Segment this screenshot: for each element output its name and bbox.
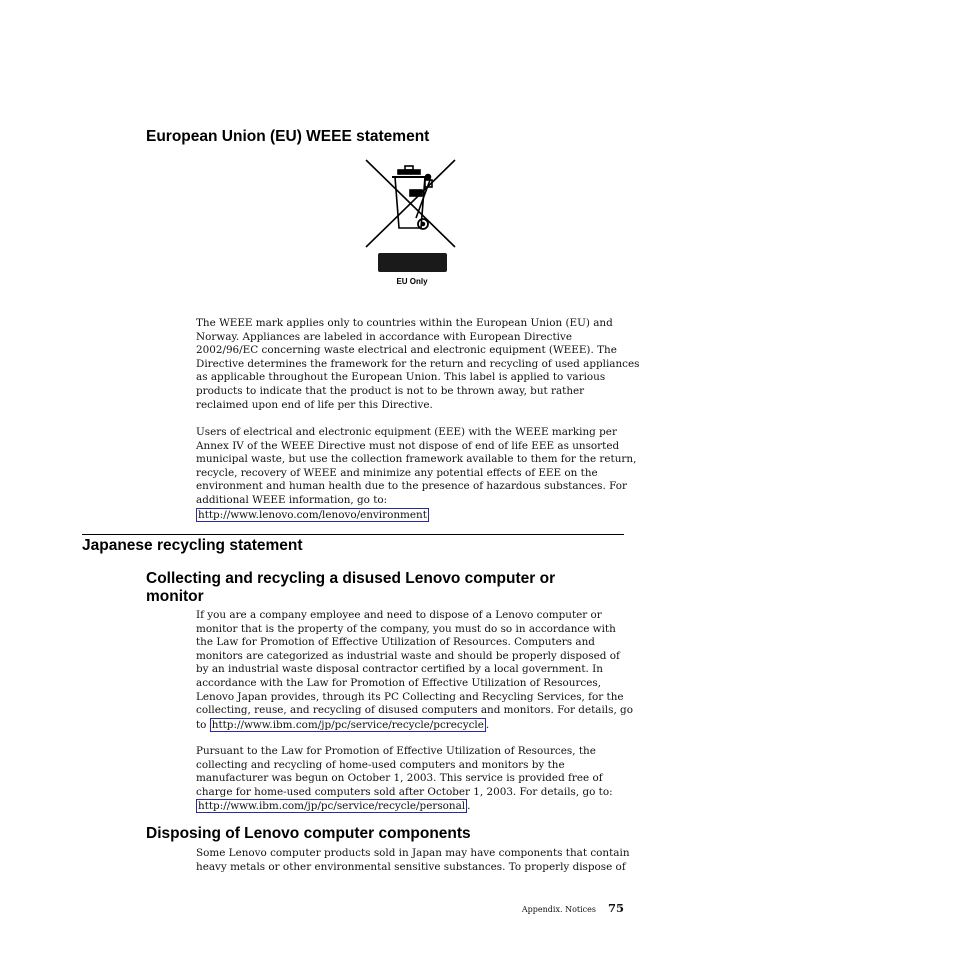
text-line: environment and human health due to the presence of hazardous substances. For xyxy=(196,480,627,493)
collecting-paragraph-1 xyxy=(196,609,636,732)
text-line: reclaimed upon end of life per this Directive. xyxy=(196,398,433,411)
text-line: products to indicate that the product is not to be thrown away, but rather xyxy=(196,384,585,397)
text-line: Pursuant to the Law for Promotion of Effective Utilization of Resources, the xyxy=(196,745,596,757)
text-line: the Law for Promotion of Effective Utilization of Resources. Computers and xyxy=(196,636,595,649)
text-line: monitors are categorized as industrial waste and should be properly disposed of xyxy=(196,649,620,662)
text-line: Users of electrical and electronic equipment (EEE) with the WEEE marking per xyxy=(196,426,617,438)
footer-section-label: Appendix. Notices xyxy=(521,905,596,914)
text-line: manufacturer was begun on October 1, 2003. This service is provided free of xyxy=(196,772,603,785)
text-line xyxy=(196,718,636,733)
weee-symbol-figure xyxy=(362,156,462,292)
text-line: The WEEE mark applies only to countries within the European Union (EU) and xyxy=(196,317,613,329)
collecting-paragraph-2 xyxy=(196,745,636,814)
text-line: recycle, recovery of WEEE and minimize any potential effects of EEE on the xyxy=(196,466,598,479)
eu-weee-heading: European Union (EU) WEEE statement xyxy=(146,128,430,145)
japanese-recycling-heading: Japanese recycling statement xyxy=(82,537,303,554)
text-line: heavy metals or other environmental sensitive substances. To properly dispose of xyxy=(196,860,626,873)
section-divider xyxy=(82,534,624,535)
text-line: collecting, reuse, and recycling of disused computers and monitors. For details, go xyxy=(196,704,633,717)
page-footer xyxy=(522,901,624,915)
text-line: municipal waste, but use the collection framework available to them for the return, xyxy=(196,453,637,466)
heading-line: monitor xyxy=(146,588,204,605)
eu-only-label: EU Only xyxy=(396,277,428,286)
text-line: as applicable throughout the European Union. This label is applied to various xyxy=(196,371,606,384)
text-line: by an industrial waste disposal contractor certified by a local government. In xyxy=(196,663,603,676)
text-line: additional WEEE information, go to: xyxy=(196,493,388,506)
text-line: Norway. Appliances are labeled in accordance with European Directive xyxy=(196,330,572,343)
crossed-out-bin-icon xyxy=(362,156,462,252)
text-line: If you are a company employee and need to dispose of a Lenovo computer or xyxy=(196,609,602,621)
text-line: Directive determines the framework for the return and recycling of used appliances xyxy=(196,357,640,370)
page-number: 75 xyxy=(607,901,624,915)
disposing-paragraph-1 xyxy=(196,847,636,874)
heading-line: Collecting and recycling a disused Lenovo computer or xyxy=(146,570,556,587)
personal-recycle-link[interactable]: http://www.ibm.com/jp/pc/service/recycle/personal xyxy=(198,800,466,813)
text-line: accordance with the Law for Promotion of Effective Utilization of Resources, xyxy=(196,676,602,689)
text-line: charge for home-used computers sold after October 1, 2003. For details, go to: xyxy=(196,785,613,798)
lenovo-environment-link[interactable]: http://www.lenovo.com/lenovo/environment xyxy=(198,508,427,521)
text-line: Some Lenovo computer products sold in Japan may have components that contain xyxy=(196,847,630,859)
text-line xyxy=(196,799,636,814)
text-line: Lenovo Japan provides, through its PC Collecting and Recycling Services, for the xyxy=(196,690,624,703)
text-line: Annex IV of the WEEE Directive must not dispose of end of life EEE as unsorted xyxy=(196,439,620,452)
eu-weee-paragraph-2 xyxy=(196,426,636,522)
text-fragment: to xyxy=(196,718,207,731)
text-fragment: . xyxy=(485,718,490,731)
eu-weee-paragraph-1 xyxy=(196,317,640,412)
text-line: monitor that is the property of the company, you must do so in accordance with xyxy=(196,622,616,635)
disposing-components-heading: Disposing of Lenovo computer components xyxy=(146,825,471,842)
text-line: 2002/96/EC concerning waste electrical and electronic equipment (WEEE). The xyxy=(196,344,617,357)
collecting-recycling-heading xyxy=(146,570,555,606)
text-line xyxy=(196,508,636,523)
pcrecycle-link[interactable]: http://www.ibm.com/jp/pc/service/recycle/pcrecycle xyxy=(211,718,484,731)
text-line: collecting and recycling of home-used computers and monitors by the xyxy=(196,758,565,771)
eu-only-bar xyxy=(378,253,447,272)
text-fragment: . xyxy=(467,800,471,813)
